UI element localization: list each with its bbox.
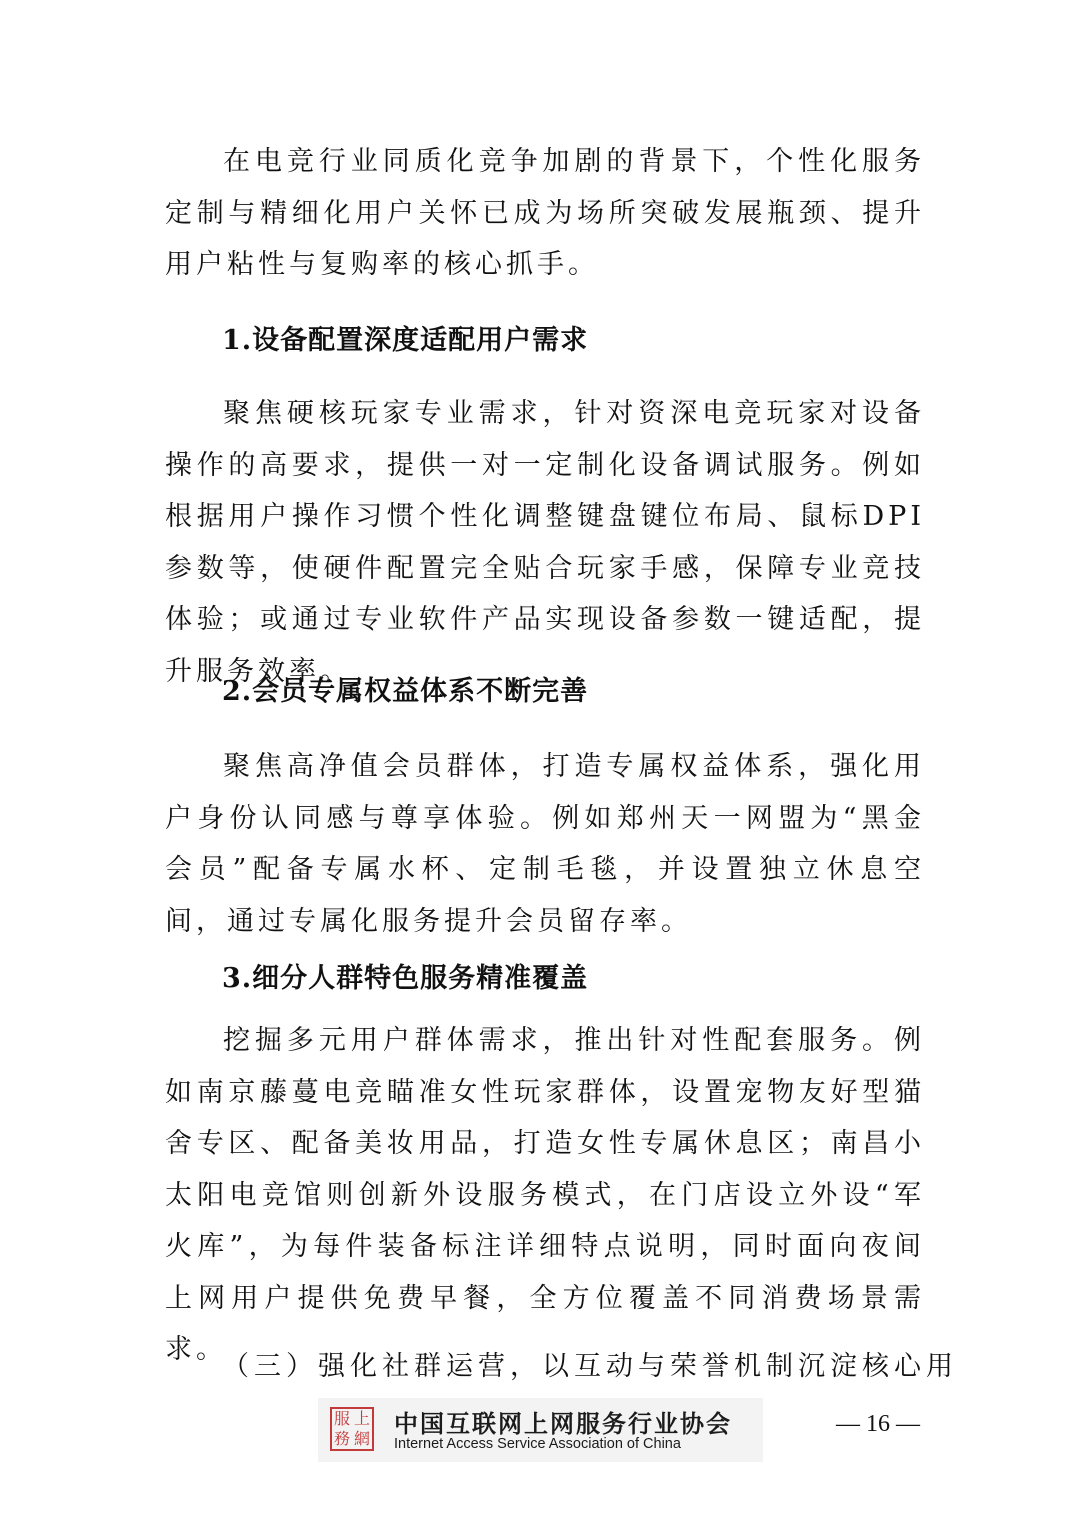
association-logo	[318, 1398, 763, 1462]
intro-paragraph: 在电竞行业同质化竞争加剧的背景下，个性化服务定制与精细化用户关怀已成为场所突破发展瓶颈、提升用户粘性与复购率的核心抓手。	[165, 146, 925, 280]
heading-segment-services: 3.细分人群特色服务精准覆盖	[222, 963, 589, 994]
org-name-en: Internet Access Service Association of China	[394, 1436, 681, 1452]
heading-member-rights: 2.会员专属权益体系不断完善	[222, 676, 589, 707]
section-heading-community: （三）强化社群运营，以互动与荣誉机制沉淀核心用	[222, 1351, 958, 1382]
paragraph-device-config: 聚焦硬核玩家专业需求，针对资深电竞玩家对设备操作的高要求，提供一对一定制化设备调试服务。例如根据用户操作习惯个性化调整键盘键位布局、鼠标DPI参数等，使硬件配置完全贴合玩家手感，保障专业竞技体验；或通过专业软件产品实现设备参数一键适配，提升服务效率。	[165, 398, 925, 687]
page-number: — 16 —	[836, 1411, 920, 1437]
org-name-cn: 中国互联网上网服务行业协会	[394, 1410, 732, 1438]
paragraph-member-rights: 聚焦高净值会员群体，打造专属权益体系，强化用户身份认同感与尊享体验。例如郑州天一网盟为“黑金会员”配备专属水杯、定制毛毯，并设置独立休息空间，通过专属化服务提升会员留存率。	[165, 751, 925, 937]
heading-device-config: 1.设备配置深度适配用户需求	[222, 325, 589, 356]
seal-icon: 服 上 務 網	[330, 1407, 374, 1451]
paragraph-segment-services: 挖掘多元用户群体需求，推出针对性配套服务。例如南京藤蔓电竞瞄准女性玩家群体，设置宠物友好型猫舍专区、配备美妆用品，打造女性专属休息区；南昌小太阳电竞馆则创新外设服务模式，在门店设立外设“军火库”，为每件装备标注详细特点说明，同时面向夜间上网用户提供免费早餐，全方位覆盖不同消费场景需求。	[165, 1025, 925, 1365]
